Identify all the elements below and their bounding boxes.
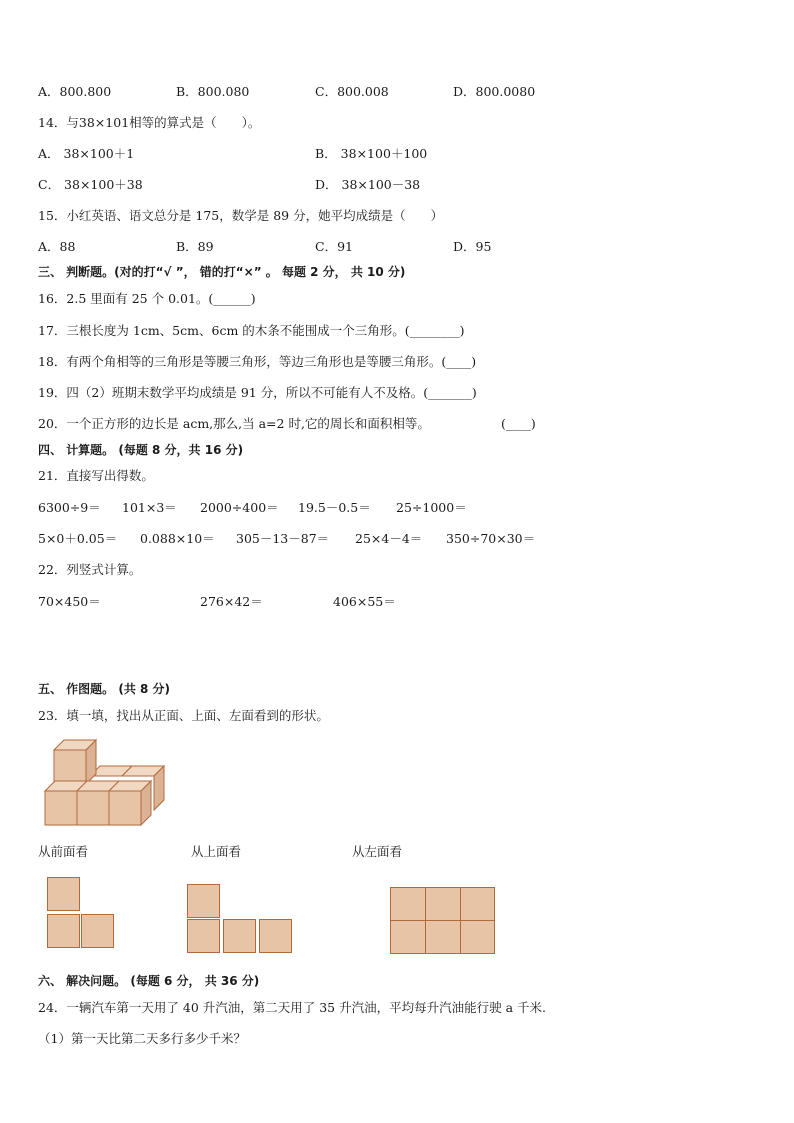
calc-item: 25÷1000＝: [396, 500, 467, 515]
q13-option-d: D．800.0080: [453, 84, 536, 99]
front-view-shape: [47, 877, 119, 954]
left-view-shape: [390, 887, 496, 957]
vertical-calc-item: 276×42＝: [200, 594, 263, 609]
view-square: [390, 920, 426, 954]
view-label-left: 从左面看: [352, 844, 403, 859]
top-view-shape: [187, 884, 293, 956]
view-square: [460, 887, 495, 921]
q24: 24．一辆汽车第一天用了 40 升汽油，第二天用了 35 升汽油，平均每升汽油能行驶 a 千米.: [38, 1000, 546, 1015]
q13-option-a: A．800.800: [38, 84, 112, 99]
view-square: [425, 920, 461, 954]
view-label-front: 从前面看: [38, 844, 89, 859]
q14-option-d: D． 38×100－38: [315, 177, 421, 192]
view-square: [259, 919, 292, 953]
q20: 20．一个正方形的边长是 acm,那么,当 a=2 时,它的周长和面积相等。: [38, 416, 430, 431]
view-square: [425, 887, 461, 921]
q13-option-c: C．800.008: [315, 84, 389, 99]
q20-blank: (____): [501, 416, 536, 431]
view-square: [390, 887, 426, 921]
section6-heading: 六、 解决问题。 (每题 6 分， 共 36 分): [38, 974, 260, 988]
view-square: [47, 914, 80, 948]
view-square: [187, 919, 220, 953]
q21: 21．直接写出得数。: [38, 468, 154, 483]
q17: 17．三根长度为 1cm、5cm、6cm 的木条不能围成一个三角形。(________): [38, 323, 465, 338]
q15-option-d: D．95: [453, 239, 492, 254]
view-square: [460, 920, 495, 954]
q15-option-c: C．91: [315, 239, 353, 254]
q15-option-b: B．89: [176, 239, 214, 254]
q15-option-a: A．88: [38, 239, 76, 254]
q15-stem: 15．小红英语、语文总分是 175，数学是 89 分，她平均成绩是（ ）: [38, 208, 444, 223]
q14-option-b: B． 38×100＋100: [315, 146, 428, 161]
view-square: [47, 877, 80, 911]
vertical-calc-item: 70×450＝: [38, 594, 101, 609]
view-label-top: 从上面看: [191, 844, 242, 859]
section5-heading: 五、 作图题。 (共 8 分): [38, 682, 171, 696]
q24-part1: （1）第一天比第二天多行多少千米？: [38, 1031, 246, 1046]
q14-option-a: A． 38×100＋1: [38, 146, 135, 161]
q13-option-b: B．800.080: [176, 84, 250, 99]
q14-option-c: C． 38×100＋38: [38, 177, 143, 192]
view-square: [187, 884, 220, 918]
calc-item: 305－13－87＝: [236, 531, 330, 546]
calc-item: 19.5－0.5＝: [298, 500, 371, 515]
view-square: [223, 919, 256, 953]
q22: 22．列竖式计算。: [38, 562, 142, 577]
calc-item: 101×3＝: [122, 500, 177, 515]
cube-stack-figure: [40, 734, 175, 826]
q19: 19．四（2）班期末数学平均成绩是 91 分，所以不可能有人不及格。(_______): [38, 385, 477, 400]
calc-item: 350÷70×30＝: [446, 531, 536, 546]
calc-item: 0.088×10＝: [140, 531, 215, 546]
calc-item: 5×0＋0.05＝: [38, 531, 118, 546]
q16: 16．2.5 里面有 25 个 0.01。(______): [38, 291, 256, 306]
calc-item: 2000÷400＝: [200, 500, 279, 515]
vertical-calc-item: 406×55＝: [333, 594, 396, 609]
q14-stem: 14．与38×101相等的算式是（ ）。: [38, 115, 261, 130]
calc-item: 25×4－4＝: [355, 531, 423, 546]
section4-heading: 四、 计算题。 (每题 8 分，共 16 分): [38, 443, 244, 457]
q18: 18．有两个角相等的三角形是等腰三角形，等边三角形也是等腰三角形。(____): [38, 354, 477, 369]
view-square: [81, 914, 114, 948]
q23: 23．填一填，找出从正面、上面、左面看到的形状。: [38, 708, 329, 723]
section3-heading: 三、 判断题。(对的打“√ ”， 错的打“×” 。 每题 2 分， 共 10 分): [38, 265, 406, 279]
calc-item: 6300÷9＝: [38, 500, 101, 515]
